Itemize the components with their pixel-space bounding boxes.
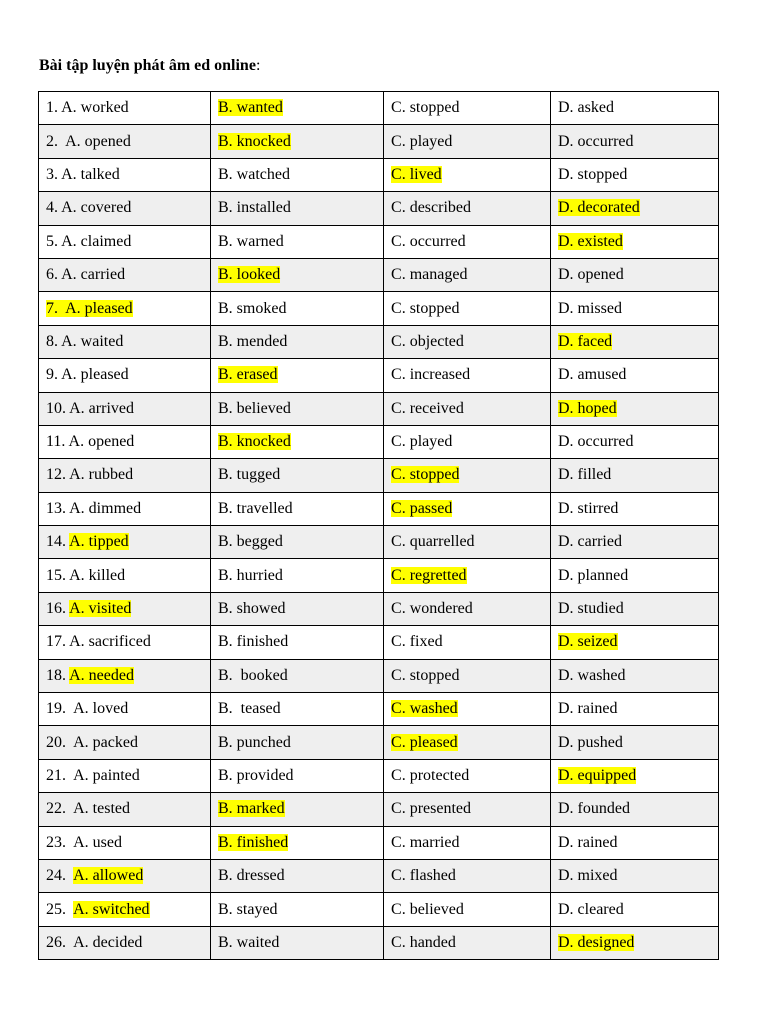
option-text: C. passed [391,499,453,517]
table-row [39,125,719,158]
option-cell-c [384,893,551,926]
option-text: D. occurred [557,132,634,150]
option-text: A. waited [61,332,124,350]
option-cell-a [39,125,211,158]
question-number: 20. [46,733,74,751]
option-text: C. quarrelled [391,533,475,551]
option-text: A. used [73,833,123,851]
table-row [39,592,719,625]
option-cell-a [39,459,211,492]
option-text: A. pleased [65,299,133,317]
page-title [39,57,260,75]
option-cell-a [39,526,211,559]
option-cell-b [211,225,384,258]
option-cell-b [211,693,384,726]
table-row [39,826,719,859]
option-text: A. sacrificed [69,633,151,651]
option-text: C. pleased [391,733,458,751]
option-text: B. marked [218,800,285,818]
option-cell-b [211,459,384,492]
option-cell-a [39,392,211,425]
option-text: D. mixed [557,867,618,885]
option-cell-a [39,759,211,792]
option-text: A. visited [69,600,132,618]
option-cell-d [550,392,718,425]
option-cell-d [550,492,718,525]
option-text: C. handed [391,933,456,951]
option-text: D. studied [557,600,624,618]
option-text: C. played [391,433,453,451]
question-number: 7. [46,299,66,317]
option-text: B. waited [218,933,280,951]
option-cell-a [39,225,211,258]
option-cell-d [550,526,718,559]
exercise-table [38,91,719,960]
option-text: A. tested [73,800,130,818]
option-cell-a [39,793,211,826]
option-text: D. rained [557,833,618,851]
option-text: C. wondered [391,600,473,618]
option-cell-a [39,659,211,692]
option-cell-a [39,192,211,225]
option-cell-d [550,793,718,826]
question-number: 13. [46,499,70,517]
option-cell-b [211,325,384,358]
option-cell-c [384,392,551,425]
option-cell-c [384,125,551,158]
table-row [39,225,719,258]
question-number: 17. [46,633,70,651]
table-row [39,92,719,125]
question-number: 14. [46,533,70,551]
option-text: C. received [391,399,464,417]
option-text: C. managed [391,266,468,284]
option-text: B. watched [218,165,290,183]
option-cell-a [39,359,211,392]
option-text: A. opened [65,132,131,150]
option-cell-a [39,559,211,592]
answer-highlight [46,300,133,317]
exercise-table-body [39,92,719,960]
option-text: A. decided [73,933,143,951]
option-text: B. finished [218,633,289,651]
option-cell-d [550,893,718,926]
option-cell-b [211,592,384,625]
question-number: 18. [46,666,70,684]
option-text: A. pleased [61,366,129,384]
option-text: D. hoped [557,399,617,417]
option-cell-c [384,92,551,125]
option-cell-b [211,793,384,826]
option-cell-b [211,659,384,692]
option-text: D. pushed [557,733,623,751]
option-cell-d [550,325,718,358]
option-text: A. rubbed [69,466,134,484]
option-text: C. married [391,833,460,851]
option-cell-c [384,826,551,859]
option-cell-a [39,726,211,759]
option-text: C. described [391,199,471,217]
option-text: B. stayed [218,900,278,918]
question-number: 12. [46,466,70,484]
option-cell-d [550,92,718,125]
question-number: 23. [46,833,74,851]
option-cell-c [384,359,551,392]
option-text: B. begged [218,533,283,551]
option-text: B. dressed [218,867,285,885]
option-text: B. knocked [218,433,291,451]
option-text: D. equipped [557,767,637,784]
option-text: C. presented [391,800,471,818]
option-cell-a [39,693,211,726]
option-cell-c [384,926,551,959]
option-text: D. missed [557,299,622,317]
option-cell-a [39,325,211,358]
option-cell-a [39,258,211,291]
option-cell-d [550,125,718,158]
option-cell-b [211,492,384,525]
title-text: Bài tập luyện phát âm ed online [39,57,256,74]
table-row [39,526,719,559]
option-cell-d [550,693,718,726]
option-text: D. stopped [557,165,628,183]
option-text: C. occurred [391,232,466,250]
option-cell-d [550,826,718,859]
question-number: 21. [46,767,74,784]
option-text: C. stopped [391,466,460,484]
option-text: B. erased [218,366,278,384]
table-row [39,292,719,325]
option-text: A. allowed [73,867,144,885]
question-number: 5. [46,232,62,250]
option-cell-d [550,459,718,492]
table-row [39,659,719,692]
option-text: D. planned [557,566,629,584]
option-cell-d [550,859,718,892]
option-text: B. booked [218,666,288,684]
option-text: D. decorated [557,199,640,217]
option-text: C. fixed [391,633,443,651]
option-cell-a [39,292,211,325]
option-cell-c [384,492,551,525]
option-text: C. objected [391,332,464,350]
option-text: C. stopped [391,666,460,684]
option-cell-b [211,859,384,892]
option-cell-a [39,158,211,191]
option-cell-b [211,759,384,792]
question-number: 9. [46,366,62,384]
option-text: B. knocked [218,132,291,150]
option-cell-c [384,726,551,759]
option-cell-c [384,693,551,726]
option-text: A. covered [61,199,132,217]
option-cell-d [550,626,718,659]
option-text: B. punched [218,733,291,751]
option-text: A. needed [69,666,134,684]
option-cell-c [384,225,551,258]
option-cell-b [211,893,384,926]
option-cell-b [211,626,384,659]
table-row [39,192,719,225]
option-text: A. dimmed [69,499,142,517]
question-number: 8. [46,332,62,350]
option-cell-d [550,759,718,792]
option-text: B. looked [218,266,281,284]
table-row [39,392,719,425]
table-row [39,158,719,191]
option-cell-b [211,158,384,191]
option-text: A. carried [61,266,126,284]
option-text: C. regretted [391,566,467,584]
title-colon: : [255,57,261,74]
option-cell-a [39,425,211,458]
option-cell-d [550,359,718,392]
option-text: A. opened [68,433,135,451]
option-cell-c [384,859,551,892]
option-text: B. showed [218,600,286,618]
option-text: D. founded [557,800,630,818]
option-cell-a [39,92,211,125]
option-cell-c [384,659,551,692]
option-text: B. mended [218,332,288,350]
option-text: D. stirred [557,499,619,517]
option-text: D. existed [557,232,623,250]
option-text: B. tugged [218,466,281,484]
option-cell-b [211,559,384,592]
option-cell-c [384,192,551,225]
question-number: 19. [46,700,74,718]
question-number: 16. [46,600,70,618]
option-text: B. installed [218,199,291,217]
question-number: 6. [46,266,62,284]
option-cell-a [39,626,211,659]
option-cell-c [384,158,551,191]
table-row [39,258,719,291]
option-cell-c [384,459,551,492]
option-cell-d [550,225,718,258]
option-text: D. seized [557,633,618,651]
option-text: B. smoked [218,299,287,317]
table-row [39,325,719,358]
question-number: 4. [46,199,62,217]
option-text: B. hurried [218,566,283,584]
option-text: D. amused [557,366,627,384]
option-text: D. occurred [557,433,634,451]
question-number: 24. [46,867,74,885]
option-text: D. washed [557,666,626,684]
option-cell-c [384,759,551,792]
table-row [39,459,719,492]
option-cell-c [384,425,551,458]
option-text: A. talked [61,165,120,183]
option-cell-c [384,325,551,358]
option-text: C. stopped [391,299,460,317]
option-cell-d [550,592,718,625]
option-text: C. flashed [391,867,456,885]
table-row [39,626,719,659]
option-cell-d [550,258,718,291]
option-text: B. provided [218,767,294,784]
question-number: 10. [46,399,70,417]
option-text: D. filled [557,466,612,484]
option-cell-b [211,392,384,425]
table-row [39,926,719,959]
option-text: A. painted [73,767,140,784]
option-cell-d [550,158,718,191]
option-text: D. faced [557,332,613,350]
option-text: C. played [391,132,453,150]
table-row [39,425,719,458]
option-text: D. rained [557,700,618,718]
option-text: B. teased [218,700,281,718]
option-cell-a [39,492,211,525]
option-cell-a [39,926,211,959]
option-cell-d [550,192,718,225]
question-number: 22. [46,800,74,818]
option-text: C. lived [391,165,442,183]
option-cell-b [211,359,384,392]
table-row [39,492,719,525]
option-text: A. killed [69,566,126,584]
table-row [39,726,719,759]
option-text: A. claimed [61,232,132,250]
option-cell-c [384,526,551,559]
option-text: A. switched [73,900,150,918]
table-row [39,759,719,792]
option-cell-d [550,659,718,692]
question-number: 1. [46,99,62,117]
option-cell-d [550,926,718,959]
question-number: 11. [46,433,69,451]
option-cell-b [211,425,384,458]
option-text: A. worked [61,99,129,117]
option-cell-b [211,125,384,158]
option-text: C. protected [391,767,470,784]
table-row [39,793,719,826]
table-row [39,859,719,892]
table-row [39,693,719,726]
option-text: C. stopped [391,99,460,117]
option-text: B. warned [218,232,284,250]
option-text: A. packed [73,733,138,751]
table-row [39,359,719,392]
option-text: D. asked [557,99,614,117]
table-row [39,559,719,592]
option-cell-a [39,826,211,859]
option-text: B. wanted [218,99,283,117]
option-text: D. opened [557,266,624,284]
option-cell-d [550,726,718,759]
option-text: D. carried [557,533,622,551]
option-cell-a [39,893,211,926]
option-cell-c [384,592,551,625]
option-cell-d [550,292,718,325]
option-cell-b [211,526,384,559]
option-cell-c [384,626,551,659]
option-cell-b [211,826,384,859]
option-text: A. arrived [69,399,134,417]
table-row [39,893,719,926]
option-cell-c [384,292,551,325]
option-text: A. loved [73,700,129,718]
question-number: 15. [46,566,70,584]
option-cell-b [211,192,384,225]
option-text: C. washed [391,700,458,718]
option-cell-b [211,292,384,325]
option-cell-b [211,92,384,125]
option-cell-c [384,793,551,826]
question-number: 26. [46,933,74,951]
option-cell-b [211,258,384,291]
option-text: D. designed [557,933,635,951]
question-number: 25. [46,900,74,918]
option-text: B. finished [218,833,289,851]
option-text: C. increased [391,366,471,384]
option-text: B. believed [218,399,291,417]
option-text: C. believed [391,900,464,918]
question-number: 3. [46,165,62,183]
option-cell-d [550,559,718,592]
option-cell-b [211,926,384,959]
option-cell-d [550,425,718,458]
option-cell-a [39,859,211,892]
option-cell-b [211,726,384,759]
question-number: 2. [46,132,66,150]
option-text: D. cleared [557,900,624,918]
option-cell-a [39,592,211,625]
option-text: A. tipped [69,533,129,551]
option-cell-c [384,559,551,592]
option-text: B. travelled [218,499,293,517]
option-cell-c [384,258,551,291]
